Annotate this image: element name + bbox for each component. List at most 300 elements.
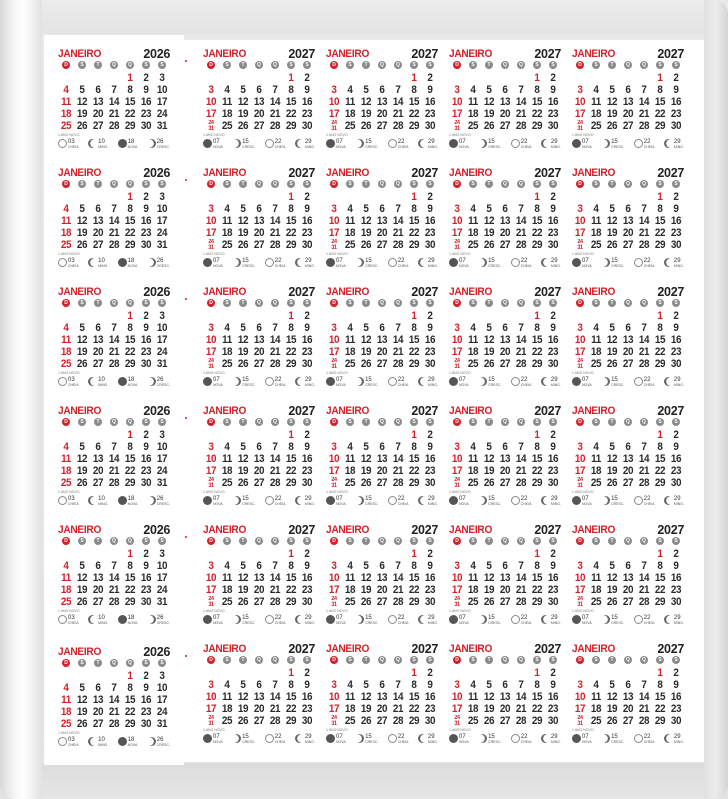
day-cell: 31: [156, 239, 168, 251]
day-cell: 4: [347, 84, 353, 96]
moon-day: 07: [582, 257, 589, 264]
moon-phase: [118, 139, 138, 149]
day-cell: 9: [143, 84, 149, 96]
day-cell: 6: [379, 441, 385, 453]
day-cell: 15: [408, 215, 420, 227]
moon-label: NOVA: [459, 501, 469, 506]
day-cell: 12: [237, 453, 249, 465]
moon-phase: [147, 377, 170, 387]
day-cell: 1: [288, 72, 294, 84]
holiday-note: 1 ANO NOVO: [449, 371, 471, 375]
day-cell: 3: [454, 203, 460, 215]
day-cell: 7: [111, 682, 117, 694]
day-cell: [327, 310, 341, 322]
day-cell: 15: [531, 96, 543, 108]
day-cell: 2: [427, 310, 433, 322]
day-cell: 14: [638, 572, 650, 584]
moon-phase: [418, 496, 438, 506]
day-cell: 21: [638, 108, 650, 120]
moon-phase: [295, 377, 315, 387]
day-cell: [268, 191, 282, 203]
moon-label: NOVA: [336, 382, 346, 387]
day-cell: 25: [590, 596, 602, 608]
day-cell: 13: [499, 691, 511, 703]
day-cell: 1: [288, 548, 294, 560]
moon-day: 22: [643, 495, 651, 502]
day-cell: 20: [499, 465, 511, 477]
day-cell: 19: [360, 227, 372, 239]
day-cell: 30: [547, 715, 559, 727]
day-cell: 17: [574, 346, 586, 358]
day-cell: 19: [76, 346, 88, 358]
day-cell: 29: [124, 358, 136, 370]
calendar-header: [203, 286, 315, 298]
day-cell: 5: [363, 679, 369, 691]
day-cell: [268, 310, 282, 322]
day-cell: [91, 310, 105, 322]
moon-day: 29: [673, 376, 681, 383]
moon-phase: [388, 496, 409, 506]
waxing-moon-icon: [478, 734, 487, 743]
waning-moon-icon: [418, 734, 427, 743]
holiday-note: 1 ANO NOVO: [449, 728, 471, 732]
day-cell: 27: [92, 239, 104, 251]
waning-moon-icon: [418, 139, 427, 148]
moon-phase: [388, 615, 409, 625]
weekday-badge: S: [592, 418, 600, 426]
weekday-badge: S: [672, 656, 680, 664]
month-label: JANEIRO: [326, 286, 370, 298]
day-cell: 8: [127, 682, 133, 694]
day-cell: 12: [360, 691, 372, 703]
moon-day: 15: [242, 138, 249, 145]
day-cell: 4: [347, 679, 353, 691]
weekday-badge: S: [78, 659, 86, 667]
moon-label: MING.: [673, 263, 684, 268]
day-cell: [107, 191, 121, 203]
new-moon-icon: [449, 258, 458, 267]
day-cell: 12: [237, 572, 249, 584]
calendar-header: [449, 48, 561, 60]
day-cell: 18: [60, 346, 72, 358]
day-cell: 13: [253, 96, 265, 108]
moon-phase: [58, 615, 79, 625]
day-cell: 22: [408, 584, 420, 596]
weekday-badge: D: [207, 299, 215, 307]
day-cell: 7: [111, 203, 117, 215]
weekday-badge: Q: [271, 61, 279, 69]
moon-day: 07: [582, 138, 589, 145]
year-label: 2026: [143, 645, 170, 659]
day-cell: 10: [156, 322, 168, 334]
day-cell: 11: [591, 691, 601, 703]
moon-phase: [572, 258, 592, 268]
waning-moon-icon: [541, 258, 550, 267]
day-cell: 26: [483, 477, 495, 489]
moon-phase: [541, 258, 561, 268]
weekday-badge: D: [62, 180, 70, 188]
day-cell: 16: [547, 215, 559, 227]
day-cell: [91, 548, 105, 560]
day-cell: 27: [92, 596, 104, 608]
moon-phase: [664, 139, 684, 149]
weekday-badge: T: [94, 61, 102, 69]
moon-day: 15: [611, 138, 618, 145]
weekday-badge: Q: [624, 61, 632, 69]
day-cell: 14: [392, 572, 404, 584]
day-cell: 6: [95, 84, 101, 96]
moon-day: 10: [98, 138, 105, 145]
weekday-badge: Q: [640, 61, 648, 69]
day-cell: 28: [108, 477, 120, 489]
moon-phase: [634, 734, 655, 744]
day-cell: [637, 310, 651, 322]
day-grid: [449, 667, 561, 727]
day-cell: 5: [609, 322, 615, 334]
moon-phase: [265, 258, 286, 268]
day-cell: 15: [124, 334, 136, 346]
day-cell: 24 31: [577, 239, 583, 251]
day-cell: 27: [622, 120, 634, 132]
weekday-badge: S: [426, 299, 434, 307]
weekday-badge: T: [239, 61, 247, 69]
waxing-moon-icon: [601, 734, 610, 743]
day-cell: 14: [269, 691, 281, 703]
day-cell: 26: [606, 715, 618, 727]
day-cell: 27: [92, 477, 104, 489]
holiday-note: 1 ANO NOVO: [326, 252, 348, 256]
day-cell: 17: [451, 108, 463, 120]
day-cell: 31: [156, 120, 168, 132]
day-cell: 2: [304, 429, 310, 441]
moon-label: MING.: [550, 739, 561, 744]
day-cell: 12: [237, 691, 249, 703]
day-cell: [450, 429, 464, 441]
weekday-badge: Q: [394, 418, 402, 426]
day-cell: 8: [127, 84, 133, 96]
moon-label: CHEIA: [397, 382, 409, 387]
mini-calendar-2026-r5-c1: [58, 524, 170, 636]
day-cell: 29: [124, 239, 136, 251]
mini-calendar-2027-r2-c4: [449, 167, 561, 279]
waning-moon-icon: [295, 615, 304, 624]
day-cell: [107, 548, 121, 560]
moon-phases: [203, 495, 315, 506]
day-cell: 13: [622, 453, 634, 465]
day-cell: 3: [208, 322, 214, 334]
day-cell: 24 31: [208, 715, 214, 727]
day-cell: 1: [127, 191, 133, 203]
day-cell: 9: [550, 322, 556, 334]
day-cell: 30: [301, 596, 313, 608]
month-label: JANEIRO: [572, 524, 616, 536]
day-cell: 24 31: [454, 477, 460, 489]
day-cell: 3: [208, 441, 214, 453]
moon-phase: [541, 615, 561, 625]
day-cell: 12: [360, 453, 372, 465]
day-cell: 15: [408, 96, 420, 108]
moon-day: 22: [274, 614, 282, 621]
month-label: JANEIRO: [326, 405, 370, 417]
day-cell: 30: [140, 477, 152, 489]
moon-label: MING.: [550, 620, 561, 625]
day-cell: 21: [638, 703, 650, 715]
day-cell: 3: [159, 548, 165, 560]
day-cell: 1: [411, 548, 417, 560]
day-cell: 7: [111, 560, 117, 572]
day-cell: [450, 191, 464, 203]
day-cell: 3: [577, 560, 583, 572]
day-cell: 11: [468, 96, 478, 108]
day-cell: 16: [301, 334, 313, 346]
holiday-note: 1 ANO NOVO: [449, 133, 471, 137]
day-cell: 9: [673, 441, 679, 453]
day-cell: 9: [143, 682, 149, 694]
moon-phase: [232, 258, 255, 268]
waning-moon-icon: [88, 737, 97, 746]
day-cell: 17: [574, 108, 586, 120]
day-cell: 4: [63, 560, 69, 572]
moon-label: NOVA: [127, 620, 138, 625]
day-cell: 26: [76, 120, 88, 132]
day-cell: 23: [670, 108, 682, 120]
moon-day: 29: [427, 495, 435, 502]
day-cell: 14: [638, 691, 650, 703]
weekday-badge: Q: [517, 656, 525, 664]
year-label: 2026: [143, 166, 170, 180]
weekday-badge: Q: [126, 299, 134, 307]
waxing-moon-icon: [232, 139, 241, 148]
waxing-moon-icon: [232, 615, 241, 624]
day-cell: 18: [221, 227, 233, 239]
year-label: 2026: [143, 523, 170, 537]
day-cell: [252, 310, 266, 322]
day-cell: [605, 310, 619, 322]
moon-label: NOVA: [582, 263, 592, 268]
day-cell: 19: [237, 227, 249, 239]
moon-label: NOVA: [336, 144, 346, 149]
day-cell: 1: [657, 191, 663, 203]
day-cell: 12: [237, 96, 249, 108]
day-cell: 23: [547, 703, 559, 715]
moon-label: CRESC.: [611, 739, 625, 744]
moon-label: NOVA: [213, 501, 223, 506]
moon-label: MING.: [673, 501, 684, 506]
day-cell: 16: [424, 453, 436, 465]
day-cell: 27: [376, 120, 388, 132]
day-cell: 20: [622, 227, 634, 239]
day-cell: 1: [411, 191, 417, 203]
new-moon-icon: [572, 139, 581, 148]
weekday-row: [203, 299, 315, 310]
moon-day: 07: [213, 614, 220, 621]
day-cell: 19: [483, 108, 495, 120]
full-moon-icon: [511, 377, 520, 386]
day-grid: [449, 548, 561, 608]
full-moon-icon: [265, 258, 274, 267]
day-grid: [572, 191, 684, 251]
day-cell: 28: [108, 596, 120, 608]
waning-moon-icon: [418, 258, 427, 267]
day-cell: 29: [654, 358, 666, 370]
year-label: 2027: [411, 404, 438, 418]
holiday-note: 1 ANO NOVO: [58, 371, 80, 375]
weekday-badge: Q: [271, 418, 279, 426]
day-cell: 7: [272, 679, 278, 691]
weekday-badge: S: [656, 418, 664, 426]
new-moon-icon: [326, 734, 335, 743]
weekday-badge: Q: [126, 537, 134, 545]
calendar-header: [326, 167, 438, 179]
day-cell: [482, 548, 496, 560]
day-grid: [449, 429, 561, 489]
day-cell: [498, 548, 512, 560]
full-moon-icon: [388, 734, 397, 743]
day-cell: 25: [60, 596, 72, 608]
full-moon-icon: [265, 734, 274, 743]
mini-calendar-2027-r1-c2: [203, 48, 315, 160]
day-cell: 14: [515, 453, 527, 465]
day-cell: 21: [638, 465, 650, 477]
weekday-badge: Q: [255, 180, 263, 188]
day-cell: [268, 429, 282, 441]
day-grid: [58, 429, 170, 489]
weekday-badge: D: [62, 299, 70, 307]
holiday-note: 1 ANO NOVO: [326, 728, 348, 732]
day-grid: [58, 670, 170, 730]
day-cell: 8: [288, 560, 294, 572]
day-cell: 7: [395, 84, 401, 96]
day-grid: [572, 548, 684, 608]
moon-day: 22: [643, 733, 651, 740]
day-cell: 28: [108, 120, 120, 132]
day-cell: 29: [285, 120, 297, 132]
day-cell: 6: [95, 441, 101, 453]
moon-phase: [232, 615, 255, 625]
day-cell: 30: [301, 120, 313, 132]
moon-phase: [88, 615, 108, 625]
day-cell: 3: [454, 441, 460, 453]
day-cell: 23: [140, 346, 152, 358]
moon-day: 29: [550, 733, 558, 740]
moon-label: CRESC.: [242, 501, 256, 506]
mini-calendar-2027-r5-c5: [572, 524, 684, 636]
weekday-badge: T: [608, 180, 616, 188]
moon-phase: [572, 496, 592, 506]
year-label: 2027: [657, 166, 684, 180]
moon-phase: [118, 496, 138, 506]
day-cell: 29: [124, 477, 136, 489]
moon-phase: [203, 496, 223, 506]
day-cell: 27: [376, 596, 388, 608]
day-cell: 19: [76, 584, 88, 596]
day-cell: 25: [467, 715, 479, 727]
weekday-badge: T: [485, 656, 493, 664]
day-cell: 20: [376, 108, 388, 120]
day-cell: 18: [344, 584, 356, 596]
day-cell: 3: [577, 322, 583, 334]
moon-label: MING.: [673, 739, 684, 744]
day-cell: 17: [156, 572, 168, 584]
day-cell: [59, 191, 73, 203]
day-cell: 11: [222, 215, 232, 227]
day-cell: 6: [502, 441, 508, 453]
new-moon-icon: [572, 734, 581, 743]
day-cell: [621, 72, 635, 84]
day-cell: 31: [156, 358, 168, 370]
moon-label: CRESC.: [611, 263, 625, 268]
day-cell: 9: [304, 441, 310, 453]
day-cell: 24 31: [331, 477, 337, 489]
moon-label: CHEIA: [274, 739, 286, 744]
new-moon-icon: [572, 615, 581, 624]
day-cell: 25: [60, 477, 72, 489]
day-cell: 24 31: [577, 477, 583, 489]
day-cell: 26: [76, 596, 88, 608]
moon-day: 29: [304, 376, 312, 383]
day-cell: 3: [159, 429, 165, 441]
mini-calendar-2027-r5-c4: [449, 524, 561, 636]
day-cell: 23: [424, 227, 436, 239]
day-cell: 25: [221, 715, 233, 727]
day-cell: 5: [240, 441, 246, 453]
day-cell: 4: [63, 441, 69, 453]
day-cell: 19: [360, 584, 372, 596]
day-cell: 21: [392, 227, 404, 239]
month-label: JANEIRO: [58, 48, 102, 60]
day-cell: [589, 667, 603, 679]
mini-calendar-2027-r4-c2: [203, 405, 315, 517]
day-cell: 8: [288, 679, 294, 691]
day-cell: 12: [606, 572, 618, 584]
weekday-badge: Q: [501, 61, 509, 69]
day-cell: 10: [451, 96, 463, 108]
day-cell: 13: [499, 453, 511, 465]
day-cell: 30: [670, 477, 682, 489]
day-cell: 18: [221, 703, 233, 715]
day-cell: [59, 72, 73, 84]
day-cell: 24: [156, 584, 168, 596]
day-cell: 4: [224, 441, 230, 453]
day-cell: 24 31: [577, 596, 583, 608]
day-cell: 25: [590, 239, 602, 251]
day-cell: 9: [550, 84, 556, 96]
day-cell: 14: [108, 334, 120, 346]
day-cell: [327, 191, 341, 203]
day-cell: 20: [92, 346, 104, 358]
moon-phase: [265, 496, 286, 506]
weekday-badge: T: [608, 537, 616, 545]
day-cell: 2: [304, 548, 310, 560]
weekday-badge: D: [576, 299, 584, 307]
day-grid: [572, 667, 684, 727]
day-cell: 10: [328, 215, 340, 227]
weekday-badge: S: [287, 61, 295, 69]
day-cell: 5: [609, 84, 615, 96]
moon-day: 29: [550, 257, 558, 264]
day-cell: [589, 429, 603, 441]
moon-day: 07: [459, 733, 466, 740]
month-label: JANEIRO: [449, 48, 493, 60]
day-cell: 14: [515, 215, 527, 227]
day-cell: 17: [451, 703, 463, 715]
day-cell: 1: [534, 191, 540, 203]
moon-day: 15: [488, 733, 495, 740]
day-cell: 17: [574, 465, 586, 477]
weekday-badge: Q: [517, 299, 525, 307]
day-cell: 14: [108, 694, 120, 706]
day-cell: [466, 429, 480, 441]
